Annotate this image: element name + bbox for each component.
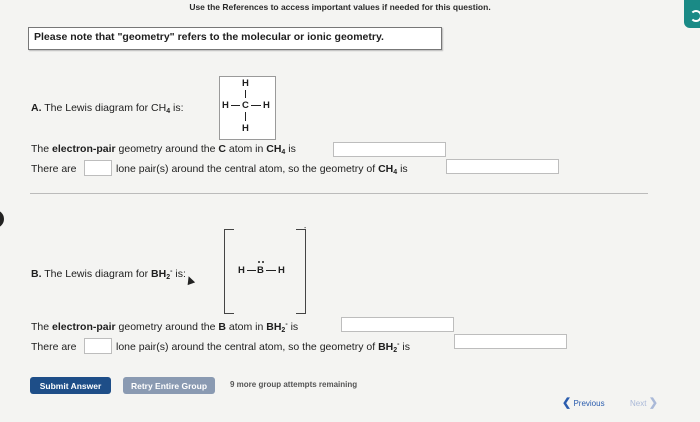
part-b-label: B. (31, 268, 42, 280)
lone-electron-dot-1 (258, 261, 260, 263)
bond-left (231, 105, 240, 106)
submit-answer-button[interactable]: Submit Answer (30, 377, 111, 394)
retry-entire-group-button[interactable]: Retry Entire Group (123, 377, 215, 394)
part-a-question-2-pre: There are (31, 163, 77, 175)
ch4-electron-pair-geometry-input[interactable] (333, 142, 446, 157)
next-button[interactable]: Next ❯ (630, 397, 658, 409)
refresh-icon[interactable] (690, 10, 700, 22)
bh2-lone-pairs-input[interactable] (84, 338, 112, 354)
part-b-question-2: lone pair(s) around the central atom, so the geometry of BH2- is (116, 341, 410, 354)
previous-button[interactable]: ❮ Previous (562, 397, 605, 409)
atom-h-top: H (242, 78, 249, 89)
mouse-cursor (185, 275, 195, 285)
bh2-molecular-geometry-input[interactable] (454, 334, 567, 349)
ch4-molecular-geometry-input[interactable] (446, 159, 559, 174)
part-b-intro: B. The Lewis diagram for BH2- is: (31, 268, 186, 281)
attempts-remaining-text: 9 more group attempts remaining (230, 380, 358, 389)
part-a-question-2: lone pair(s) around the central atom, so the geometry of CH4 is (116, 163, 408, 176)
bracket-right (296, 229, 306, 314)
references-note: Use the References to access important values if needed for this question. (189, 2, 491, 12)
chevron-right-icon: ❯ (648, 397, 658, 409)
lone-electron-dot-2 (262, 261, 264, 263)
part-b-question-1: The electron-pair geometry around the B atom in BH2- is (31, 321, 299, 334)
part-b-question-2-pre: There are (31, 341, 77, 353)
atom-h-right-b: H (278, 265, 285, 276)
chevron-left-icon: ❮ (562, 397, 572, 409)
ion-charge: - (304, 225, 307, 232)
bracket-left (224, 229, 234, 314)
atom-c-center: C (242, 100, 249, 111)
bond-left-b (247, 270, 256, 271)
geometry-note-text: Please note that "geometry" refers to the molecular or ionic geometry. (34, 31, 384, 43)
bh2-electron-pair-geometry-input[interactable] (341, 317, 454, 332)
atom-b-center: B (257, 265, 264, 276)
atom-h-left: H (222, 100, 229, 111)
atom-h-right: H (263, 100, 270, 111)
ch4-lone-pairs-input[interactable] (84, 160, 112, 176)
section-divider (30, 193, 648, 194)
part-a-intro: A. The Lewis diagram for CH4 is: (31, 102, 184, 115)
part-a-question-1: The electron-pair geometry around the C atom in CH4 is (31, 143, 296, 156)
bond-top (245, 90, 246, 98)
bond-right (251, 105, 261, 106)
atom-h-left-b: H (238, 265, 245, 276)
part-a-label: A. (31, 102, 42, 114)
bond-bottom (245, 112, 246, 121)
bond-right-b (266, 270, 276, 271)
atom-h-bottom: H (242, 123, 249, 134)
side-expand-icon[interactable] (0, 210, 4, 228)
